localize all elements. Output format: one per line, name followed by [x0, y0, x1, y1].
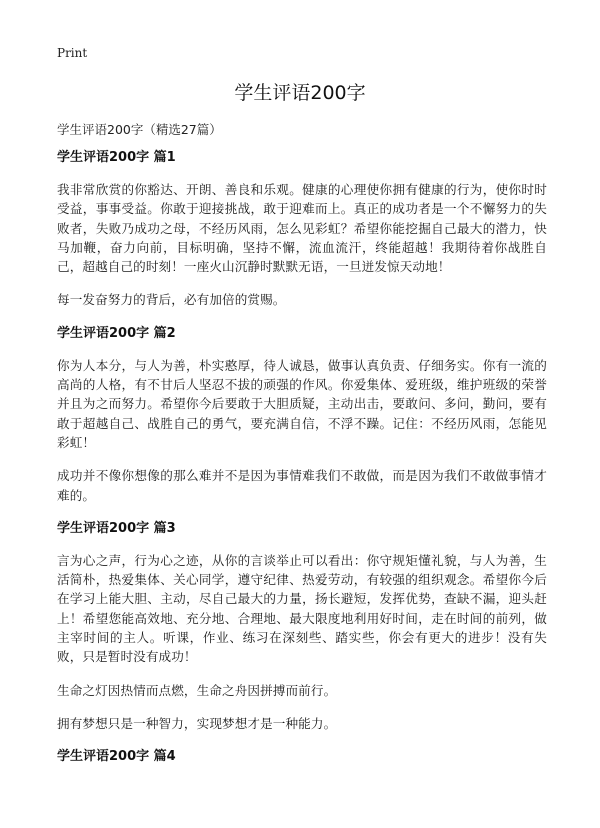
section-4 — [57, 747, 547, 767]
section-heading: 学生评语200字 篇2 — [57, 325, 176, 341]
page-title: 学生评语200字 — [234, 82, 366, 104]
section-heading: 学生评语200字 篇1 — [57, 150, 176, 165]
paragraph: 我非常欣赏的你豁达、开朗、善良和乐观。健康的心理使你拥有健康的行为，使你时时受益，事事受益。你敢于迎接挑战，敢于迎难而上。真正的成功者是一个不懈努力的失败者，失败乃成功之母，不经历风雨，怎么见彩虹？希望你能挖掘自己最大的潜力，快马加鞭，奋力向前，目标明确，坚持不懈，流血流汗，终能超越！我期待着你战胜自己，超越自己的时刻！一座火山沉静时默默无语，一旦迸发惊天动地！ — [57, 182, 547, 275]
document-body — [57, 148, 547, 779]
paragraph: 生命之灯因热情而点燃，生命之舟因拼搏而前行。 — [57, 682, 337, 698]
page-subtitle: 学生评语200字（精选27篇） — [57, 122, 222, 137]
paragraph: 拥有梦想只是一种智力，实现梦想才是一种能力。 — [57, 715, 337, 731]
paragraph: 成功并不像你想像的那么难并不是因为事情难我们不敢做，而是因为我们不敢做事情才难的。 — [57, 468, 547, 503]
section-3 — [57, 519, 547, 733]
section-2 — [57, 324, 547, 505]
paragraph: 言为心之声，行为心之迹，从你的言谈举止可以看出：你守规矩懂礼貌，与人为善，生活简朴，热爱集体、关心同学，遵守纪律、热爱劳动，有较强的组织观念。希望你今后在学习上能大胆、主动，尽自己最大的力量，扬长避短，发挥优势，查缺不漏，迎头赶上！希望您能高效地、充分地、合理地、最大限度地利用好时间，走在时间的前列，做主宰时间的主人。听课，作业、练习在深刻些、踏实些，你会有更大的进步！没有失败，只是暂时没有成功！ — [57, 552, 547, 665]
print-label: Print — [57, 46, 88, 60]
section-1 — [57, 148, 547, 310]
section-heading: 学生评语200字 篇4 — [57, 749, 176, 765]
paragraph: 你为人本分，与人为善，朴实憨厚，待人诚恳，做事认真负责、仔细务实。你有一流的高尚的人格，有不甘后人坚忍不拔的顽强的作风。你爱集体、爱班级，维护班级的荣誉并且为之而努力。希望你今后要敢于大胆质疑，主动出击，要敢问、多问，勤问，要有敢于超越自己、战胜自己的勇气，要充满自信，不浮不躁。记住：不经历风雨，怎能见彩虹！ — [57, 357, 547, 450]
paragraph: 每一发奋努力的背后，必有加倍的赏赐。 — [57, 292, 286, 308]
section-heading: 学生评语200字 篇3 — [57, 520, 176, 536]
